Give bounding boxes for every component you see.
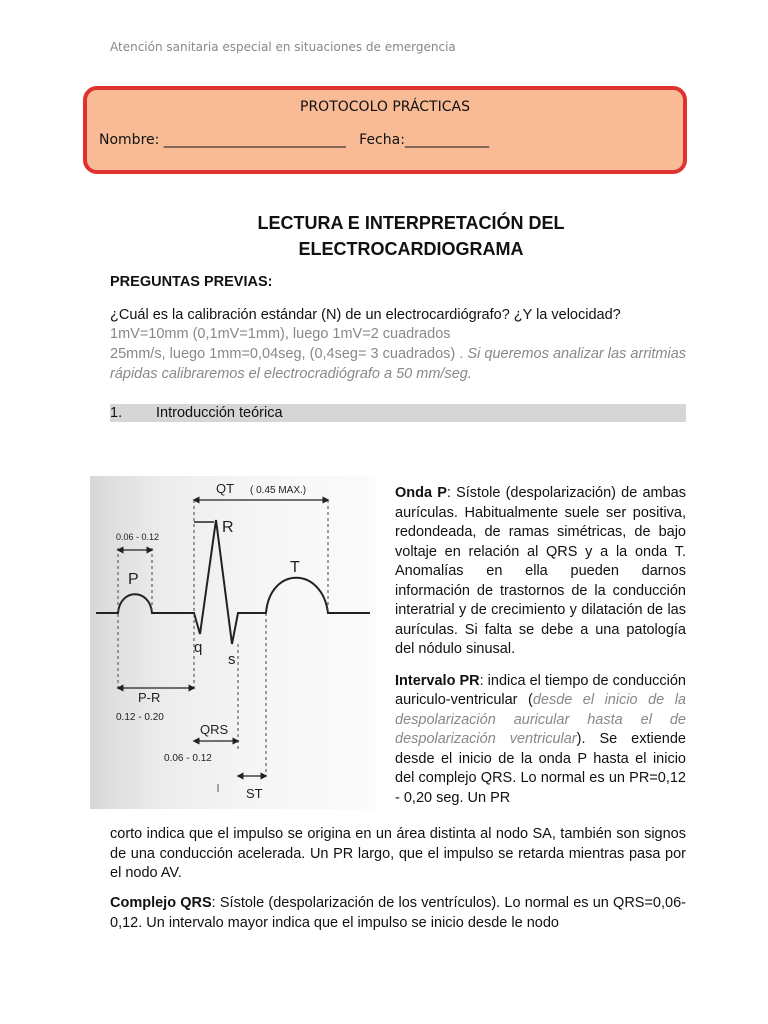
- ecg-figure: [90, 476, 376, 809]
- date-line[interactable]: ____________: [404, 132, 489, 148]
- page-title-line2: ELECTROCARDIOGRAMA: [298, 239, 524, 259]
- st-label: ST: [246, 786, 263, 801]
- qrs-label: QRS: [200, 722, 229, 737]
- intervalo-pr-paragraph: [395, 672, 686, 809]
- page-title: [110, 210, 712, 262]
- qt-max-label: ( 0.45 MAX.): [250, 485, 307, 496]
- right-column-text: [395, 484, 686, 820]
- section-1-title: Introducción teórica: [156, 405, 283, 421]
- intervalo-pr-continuation: corto indica que el impulso se origina en un área distinta al nodo SA, también son signos de una conducción acelerada. Un PR largo, que el impulso se retarda mientras pasa por el nodo AV.: [110, 826, 686, 881]
- intervalo-pr-italic: desde el inicio de la despolarización auricular hasta el de despolarización ventricular: [395, 692, 686, 747]
- intervalo-pr-text2: ). Se extiende desde el inicio de la onda P hasta el inicio del complejo QRS. Lo normal es un PR=0,12 - 0,20 seg. Un PR: [395, 731, 686, 806]
- name-label: Nombre:: [99, 132, 160, 148]
- name-line[interactable]: __________________________: [163, 132, 346, 148]
- complejo-qrs-paragraph: [110, 894, 686, 933]
- previas-answer2-text: 25mm/s, luego 1mm=0,04seg, (0,4seg= 3 cuadrados) .: [110, 346, 464, 362]
- onda-p-paragraph: [395, 484, 686, 660]
- previas-answer2-italic: Si queremos analizar las arritmias rápidas calibraremos el electrocradiógrafo a 50 mm/seg.: [110, 346, 687, 382]
- protocol-box: [83, 86, 687, 174]
- date-label: Fecha:: [359, 132, 405, 148]
- t-label: T: [290, 559, 300, 576]
- page-title-line1: LECTURA E INTERPRETACIÓN DEL: [257, 213, 565, 233]
- complejo-qrs-text: : Sístole (despolarización de los ventrículos). Lo normal es un QRS=0,06-0,12. Un intervalo mayor indica que el impulso se inicio desde le nodo: [110, 895, 686, 931]
- pr-range-label: 0.12 - 0.20: [116, 712, 164, 723]
- previas-answer1: 1mV=10mm (0,1mV=1mm), luego 1mV=2 cuadrados: [110, 326, 451, 342]
- section-1-heading: [110, 404, 686, 422]
- r-label: R: [222, 519, 234, 536]
- protocol-title: PROTOCOLO PRÁCTICAS: [300, 99, 470, 115]
- protocol-fields: [99, 132, 489, 148]
- qt-label: QT: [216, 481, 235, 496]
- previas-answer2: [110, 345, 686, 384]
- running-header: Atención sanitaria especial en situaciones de emergencia: [110, 40, 456, 54]
- q-label: q: [194, 639, 203, 656]
- onda-p-text: : Sístole (despolarización) de ambas aurículas. Habitualmente suele ser positiva, redondeada, de ramas simétricas, de bajo voltaje en relación al QRS y a la onda T. Anomalías en ella pueden darnos información de trastornos de la conducción interatrial y de crecimiento y dilatación de las aurículas. Si falta se debe a una patología del nódulo sinusal.: [395, 485, 686, 657]
- p-label: P: [128, 571, 139, 588]
- pr-label: P-R: [138, 690, 161, 705]
- p-range-label: 0.06 - 0.12: [116, 532, 160, 542]
- intervalo-pr-term: Intervalo PR: [395, 672, 480, 689]
- previas-question: ¿Cuál es la calibración estándar (N) de un electrocardiógrafo? ¿Y la velocidad?: [110, 307, 621, 323]
- s-label: s: [228, 651, 236, 668]
- intervalo-pr-text1: : indica el tiempo de conducción auriculo-ventricular (: [395, 672, 686, 708]
- previas-heading: PREGUNTAS PREVIAS:: [110, 274, 273, 290]
- complejo-qrs-term: Complejo QRS: [110, 895, 212, 911]
- section-1-number: 1.: [110, 405, 123, 421]
- onda-p-term: Onda P: [395, 485, 447, 501]
- qrs-range-label: 0.06 - 0.12: [164, 753, 212, 764]
